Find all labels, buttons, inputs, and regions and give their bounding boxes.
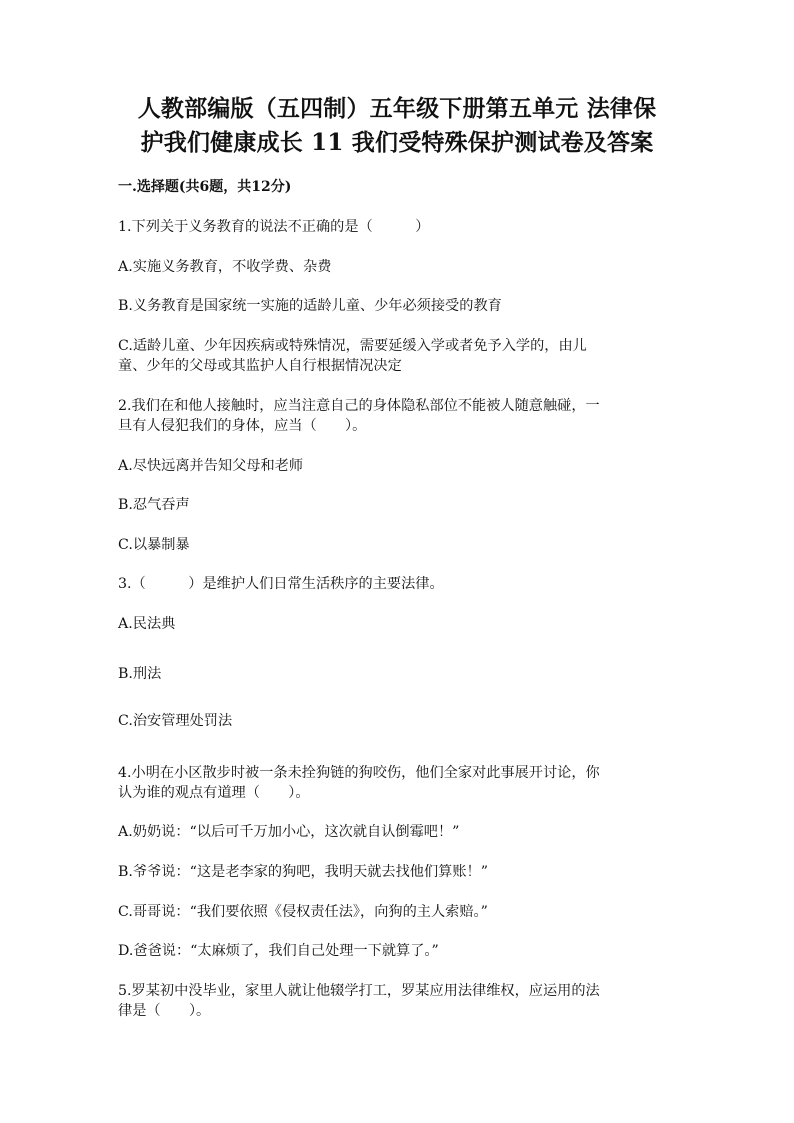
- question-1-option-b: B.义务教育是国家统一实施的适龄儿童、少年必须接受的教育: [118, 298, 502, 314]
- question-5-stem-line-1: 5.罗某初中没毕业，家里人就让他辍学打工，罗某应用法律维权，应运用的法: [118, 983, 600, 999]
- question-5-stem-line-2: 律是（ ）。: [118, 1003, 211, 1019]
- question-3-option-c: C.治安管理处罚法: [118, 713, 233, 729]
- page-title: [110, 92, 684, 160]
- question-4-option-c: C.哥哥说：“我们要依照《侵权责任法》，向狗的主人索赔。”: [118, 904, 488, 920]
- question-4-option-b: B.爷爷说：“这是老李家的狗吧，我明天就去找他们算账！”: [118, 864, 488, 880]
- question-2-stem-line-1: 2.我们在和他人接触时，应当注意自己的身体隐私部位不能被人随意触碰，一: [118, 398, 600, 414]
- question-3-stem: 3.（ ）是维护人们日常生活秩序的主要法律。: [118, 576, 444, 592]
- question-4-stem-line-1: 4.小明在小区散步时被一条未拴狗链的狗咬伤，他们全家对此事展开讨论，你: [118, 765, 600, 781]
- section-heading: 一.选择题(共6题，共12分): [118, 179, 292, 195]
- question-3-option-a: A.民法典: [118, 616, 176, 632]
- question-2-option-b: B.忍气吞声: [118, 497, 190, 513]
- question-1-option-c-line-1: C.适龄儿童、少年因疾病或特殊情况，需要延缓入学或者免予入学的，由儿: [118, 338, 587, 354]
- question-3-option-b: B.刑法: [118, 666, 162, 682]
- question-4-option-a: A.奶奶说：“以后可千万加小心，这次就自认倒霉吧！”: [118, 824, 460, 840]
- question-2-stem-line-2: 旦有人侵犯我们的身体，应当（ ）。: [118, 418, 367, 434]
- title-line-1: 人教部编版（五四制）五年级下册第五单元 法律保: [137, 95, 657, 122]
- question-2-option-c: C.以暴制暴: [118, 537, 190, 553]
- question-1-stem: 1.下列关于义务教育的说法不正确的是（ ）: [118, 219, 430, 235]
- question-2-option-a: A.尽快远离并告知父母和老师: [118, 458, 304, 474]
- question-4-option-d: D.爸爸说：“太麻烦了，我们自己处理一下就算了。”: [118, 943, 439, 959]
- question-1-option-c-line-2: 童、少年的父母或其监护人自行根据情况决定: [118, 358, 402, 374]
- question-1-option-a: A.实施义务教育，不收学费、杂费: [118, 259, 332, 275]
- question-4-stem-line-2: 认为谁的观点有道理（ ）。: [118, 785, 310, 801]
- title-line-2: 护我们健康成长 11 我们受特殊保护测试卷及答案: [140, 129, 654, 156]
